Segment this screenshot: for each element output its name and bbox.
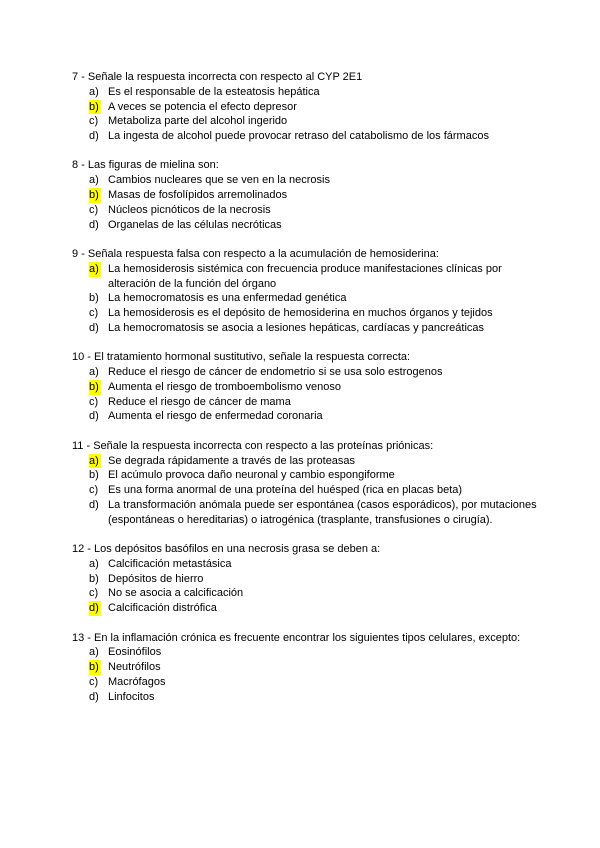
option-a bbox=[72, 557, 542, 572]
option-letter: b) bbox=[89, 572, 99, 585]
option-letter: c) bbox=[89, 307, 99, 320]
option-b bbox=[72, 572, 542, 587]
option-text: Metaboliza parte del alcohol ingerido bbox=[108, 115, 288, 128]
option-text: La hemosiderosis es el depósito de hemosiderina en muchos órganos y tejidos bbox=[108, 307, 493, 320]
option-text: Linfocitos bbox=[108, 690, 155, 703]
option-list bbox=[72, 645, 542, 704]
option-letter: a) bbox=[89, 366, 99, 379]
option-text: El acúmulo provoca daño neuronal y cambio espongiforme bbox=[108, 469, 395, 482]
question-13 bbox=[72, 631, 542, 705]
option-text: Reduce el riesgo de cáncer de endometrio si se usa solo estrogenos bbox=[108, 366, 443, 379]
option-letter: c) bbox=[89, 484, 99, 497]
option-c bbox=[72, 114, 542, 129]
option-b bbox=[72, 468, 542, 483]
option-a bbox=[72, 365, 542, 380]
option-letter: c) bbox=[89, 203, 99, 216]
option-list bbox=[72, 262, 542, 336]
option-text: Calcificación distrófica bbox=[108, 602, 217, 615]
option-letter: c) bbox=[89, 395, 99, 408]
question-7 bbox=[72, 70, 542, 144]
option-c bbox=[72, 306, 542, 321]
option-b bbox=[72, 291, 542, 306]
option-a bbox=[72, 262, 542, 292]
option-text: La hemosiderosis sistémica con frecuencia produce manifestaciones clínicas por alteración de la función del órgano bbox=[108, 262, 502, 290]
option-letter: d) bbox=[89, 321, 99, 334]
option-a bbox=[72, 85, 542, 100]
option-b bbox=[72, 188, 542, 203]
question-title: 12 - Los depósitos basófilos en una necrosis grasa se deben a: bbox=[72, 543, 381, 556]
option-text: Aumenta el riesgo de tromboembolismo venoso bbox=[108, 380, 341, 393]
option-text: Es el responsable de la esteatosis hepática bbox=[108, 85, 320, 98]
option-text: A veces se potencia el efecto depresor bbox=[108, 100, 297, 113]
option-letter: b) bbox=[89, 100, 99, 113]
option-text: La hemocromatosis se asocia a lesiones hepáticas, cardíacas y pancreáticas bbox=[108, 321, 485, 334]
option-b bbox=[72, 100, 542, 115]
option-letter: b) bbox=[89, 189, 99, 202]
option-text: Organelas de las células necróticas bbox=[108, 218, 282, 231]
option-letter: a) bbox=[89, 454, 99, 467]
option-text: Reduce el riesgo de cáncer de mama bbox=[108, 395, 291, 408]
option-a bbox=[72, 173, 542, 188]
document-page bbox=[72, 70, 542, 719]
option-d bbox=[72, 218, 542, 233]
option-c bbox=[72, 586, 542, 601]
option-letter: a) bbox=[89, 262, 99, 275]
option-text: Neutrófilos bbox=[108, 661, 161, 674]
option-text: Macrófagos bbox=[108, 675, 166, 688]
option-text: La ingesta de alcohol puede provocar retraso del catabolismo de los fármacos bbox=[108, 130, 489, 143]
option-letter: b) bbox=[89, 380, 99, 393]
option-text: No se asocia a calcificación bbox=[108, 587, 244, 600]
question-8 bbox=[72, 158, 542, 232]
question-title: 10 - El tratamiento hormonal sustitutivo, señale la respuesta correcta: bbox=[72, 351, 411, 364]
question-11 bbox=[72, 439, 542, 528]
option-text: Aumenta el riesgo de enfermedad coronaria bbox=[108, 410, 323, 423]
option-letter: d) bbox=[89, 690, 99, 703]
option-letter: a) bbox=[89, 557, 99, 570]
option-b bbox=[72, 660, 542, 675]
option-d bbox=[72, 498, 542, 528]
option-letter: d) bbox=[89, 602, 99, 615]
option-letter: d) bbox=[89, 498, 99, 511]
option-letter: a) bbox=[89, 85, 99, 98]
option-list bbox=[72, 173, 542, 232]
question-title: 8 - Las figuras de mielina son: bbox=[72, 159, 219, 172]
option-text: Calcificación metastásica bbox=[108, 557, 232, 570]
option-a bbox=[72, 454, 542, 469]
option-text: La transformación anómala puede ser espontánea (casos esporádicos), por mutaciones (espontáneas o hereditarias) o iatrogénica (trasplante, transfusiones o cirugía). bbox=[108, 498, 537, 526]
option-letter: c) bbox=[89, 675, 99, 688]
option-text: Núcleos picnóticos de la necrosis bbox=[108, 203, 271, 216]
option-list bbox=[72, 454, 542, 528]
option-list bbox=[72, 557, 542, 616]
option-c bbox=[72, 483, 542, 498]
option-text: Es una forma anormal de una proteína del huésped (rica en placas beta) bbox=[108, 484, 463, 497]
option-letter: a) bbox=[89, 646, 99, 659]
option-text: Depósitos de hierro bbox=[108, 572, 204, 585]
option-d bbox=[72, 321, 542, 336]
option-letter: d) bbox=[89, 218, 99, 231]
question-12 bbox=[72, 542, 542, 616]
option-letter: c) bbox=[89, 115, 99, 128]
option-list bbox=[72, 365, 542, 424]
question-title: 11 - Señale la respuesta incorrecta con respecto a las proteínas priónicas: bbox=[72, 439, 434, 452]
option-b bbox=[72, 380, 542, 395]
option-d bbox=[72, 601, 542, 616]
option-letter: b) bbox=[89, 292, 99, 305]
question-title: 7 - Señale la respuesta incorrecta con respecto al CYP 2E1 bbox=[72, 71, 363, 83]
option-text: La hemocromatosis es una enfermedad genética bbox=[108, 292, 347, 305]
option-d bbox=[72, 690, 542, 705]
option-list bbox=[72, 85, 542, 144]
option-c bbox=[72, 203, 542, 218]
option-letter: d) bbox=[89, 410, 99, 423]
option-text: Eosinófilos bbox=[108, 646, 162, 659]
option-d bbox=[72, 409, 542, 424]
option-c bbox=[72, 395, 542, 410]
question-title: 9 - Señala respuesta falsa con respecto a la acumulación de hemosiderina: bbox=[72, 247, 439, 260]
option-text: Se degrada rápidamente a través de las proteasas bbox=[108, 454, 356, 467]
option-text: Masas de fosfolípidos arremolinados bbox=[108, 189, 288, 202]
option-letter: b) bbox=[89, 469, 99, 482]
option-letter: b) bbox=[89, 661, 99, 674]
option-letter: d) bbox=[89, 130, 99, 143]
option-letter: a) bbox=[89, 174, 99, 187]
question-9 bbox=[72, 247, 542, 336]
option-letter: c) bbox=[89, 587, 99, 600]
option-text: Cambios nucleares que se ven en la necrosis bbox=[108, 174, 330, 187]
question-10 bbox=[72, 350, 542, 424]
option-a bbox=[72, 645, 542, 660]
option-d bbox=[72, 129, 542, 144]
question-title: 13 - En la inflamación crónica es frecuente encontrar los siguientes tipos celulares, excepto: bbox=[72, 631, 521, 644]
option-c bbox=[72, 675, 542, 690]
